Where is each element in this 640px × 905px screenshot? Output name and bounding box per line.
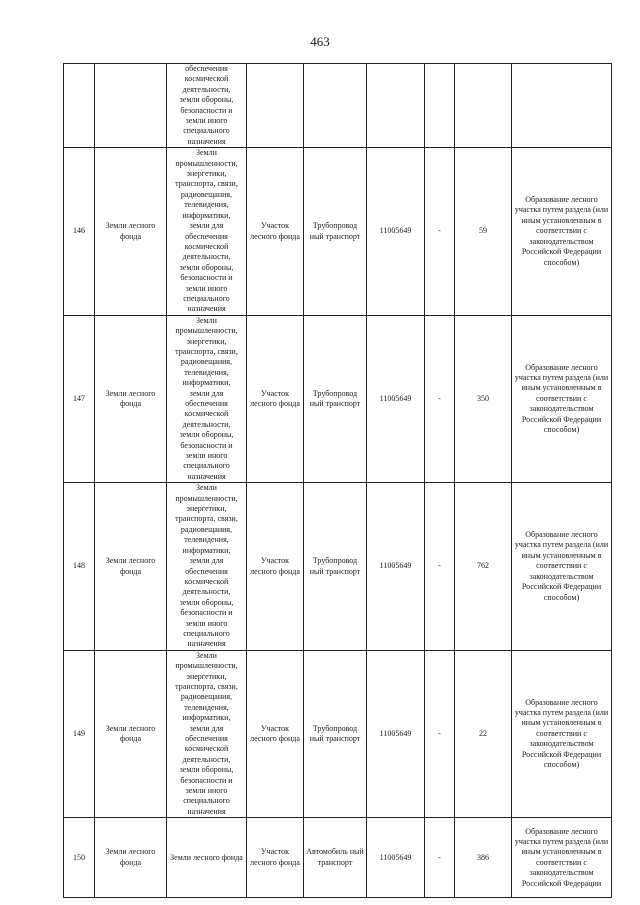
category-cell: Земли промышленности, энергетики, транспорта, связи, радиовещания, телевидения, информатики, земли для обеспечения космической деятельности, земли обороны, безопасности и земли иного специального назначения <box>167 315 247 483</box>
table-row-continued <box>64 64 612 148</box>
code-cell: 11005649 <box>367 315 425 483</box>
code-cell <box>367 64 425 148</box>
category-cell: Земли лесного фонда <box>167 818 247 898</box>
table-row <box>64 148 612 316</box>
purpose-cell: Трубопровод ный транспорт <box>304 148 367 316</box>
code-cell: 11005649 <box>367 148 425 316</box>
dash-cell <box>425 64 455 148</box>
object-cell: Участок лесного фонда <box>247 148 304 316</box>
land-type-cell <box>95 64 167 148</box>
category-cell: Земли промышленности, энергетики, транспорта, связи, радиовещания, телевидения, информатики, земли для обеспечения космической деятельности, земли обороны, безопасности и земли иного специального назначения <box>167 148 247 316</box>
table-row <box>64 650 612 818</box>
category-cell: обеспечения космической деятельности, земли обороны, безопасности и земли иного специального назначения <box>167 64 247 148</box>
land-registry-table <box>63 63 612 898</box>
note-cell: Образование лесного участка путем раздела (или иным установленным в соответствии с законодательством Российской Федерации способом) <box>512 148 612 316</box>
land-type-cell: Земли лесного фонда <box>95 483 167 651</box>
table-row <box>64 818 612 898</box>
num-cell: 147 <box>64 315 95 483</box>
note-cell: Образование лесного участка путем раздела (или иным установленным в соответствии с законодательством Российской Федерации <box>512 818 612 898</box>
note-cell: Образование лесного участка путем раздела (или иным установленным в соответствии с законодательством Российской Федерации способом) <box>512 483 612 651</box>
object-cell <box>247 64 304 148</box>
area-cell: 762 <box>455 483 512 651</box>
area-cell: 22 <box>455 650 512 818</box>
code-cell: 11005649 <box>367 818 425 898</box>
purpose-cell <box>304 64 367 148</box>
table-row <box>64 315 612 483</box>
note-cell: Образование лесного участка путем раздела (или иным установленным в соответствии с законодательством Российской Федерации способом) <box>512 315 612 483</box>
area-cell: 350 <box>455 315 512 483</box>
purpose-cell: Трубопровод ный транспорт <box>304 650 367 818</box>
note-cell: Образование лесного участка путем раздела (или иным установленным в соответствии с законодательством Российской Федерации способом) <box>512 650 612 818</box>
dash-cell: - <box>425 483 455 651</box>
note-cell <box>512 64 612 148</box>
dash-cell: - <box>425 818 455 898</box>
table-row <box>64 483 612 651</box>
num-cell: 146 <box>64 148 95 316</box>
area-cell <box>455 64 512 148</box>
dash-cell: - <box>425 315 455 483</box>
page-number: 463 <box>310 34 330 49</box>
land-type-cell: Земли лесного фонда <box>95 148 167 316</box>
object-cell: Участок лесного фонда <box>247 650 304 818</box>
object-cell: Участок лесного фонда <box>247 483 304 651</box>
num-cell: 148 <box>64 483 95 651</box>
object-cell: Участок лесного фонда <box>247 315 304 483</box>
land-type-cell: Земли лесного фонда <box>95 650 167 818</box>
purpose-cell: Автомобиль ный транспорт <box>304 818 367 898</box>
num-cell: 149 <box>64 650 95 818</box>
category-cell: Земли промышленности, энергетики, транспорта, связи, радиовещания, телевидения, информатики, земли для обеспечения космической деятельности, земли обороны, безопасности и земли иного специального назначения <box>167 650 247 818</box>
num-cell <box>64 64 95 148</box>
object-cell: Участок лесного фонда <box>247 818 304 898</box>
purpose-cell: Трубопровод ный транспорт <box>304 315 367 483</box>
purpose-cell: Трубопровод ный транспорт <box>304 483 367 651</box>
dash-cell: - <box>425 650 455 818</box>
area-cell: 386 <box>455 818 512 898</box>
area-cell: 59 <box>455 148 512 316</box>
category-cell: Земли промышленности, энергетики, транспорта, связи, радиовещания, телевидения, информатики, земли для обеспечения космической деятельности, земли обороны, безопасности и земли иного специального назначения <box>167 483 247 651</box>
num-cell: 150 <box>64 818 95 898</box>
land-type-cell: Земли лесного фонда <box>95 315 167 483</box>
code-cell: 11005649 <box>367 650 425 818</box>
land-type-cell: Земли лесного фонда <box>95 818 167 898</box>
code-cell: 11005649 <box>367 483 425 651</box>
dash-cell: - <box>425 148 455 316</box>
